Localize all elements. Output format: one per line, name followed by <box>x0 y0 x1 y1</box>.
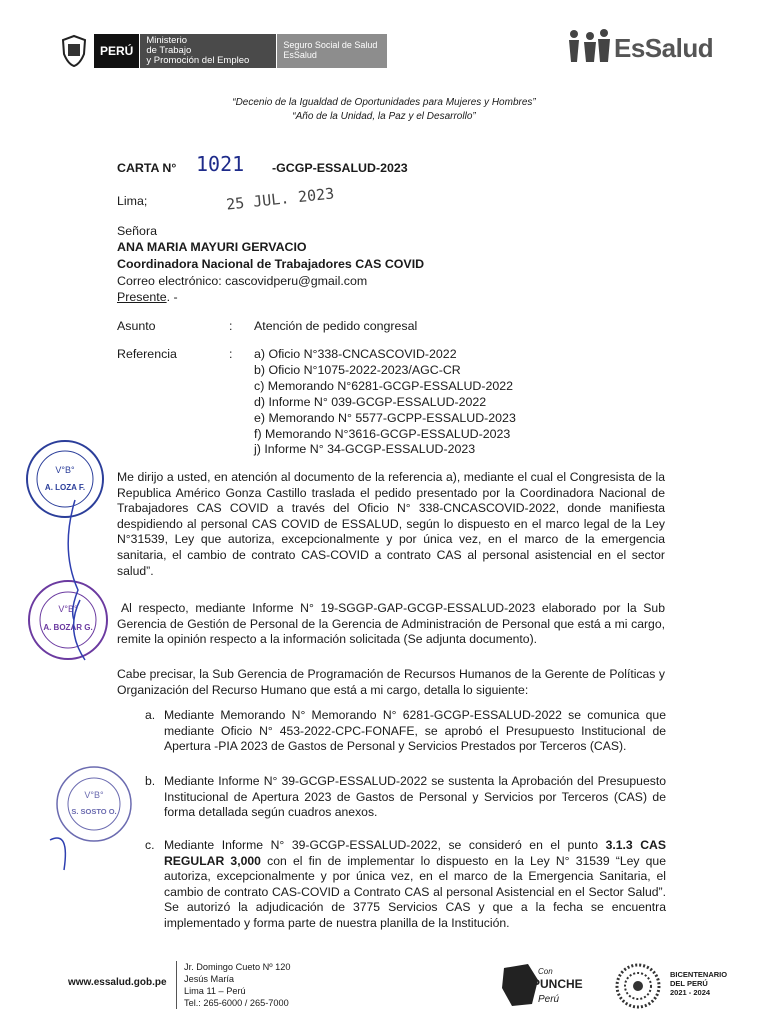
recipient-title: Coordinadora Nacional de Trabajadores CAS COVID <box>117 257 425 271</box>
list-item: j) Informe N° 34-GCGP-ESSALUD-2023 <box>254 442 476 457</box>
footer-url[interactable]: www.essalud.gob.pe <box>68 977 167 988</box>
essalud-family-icon <box>566 28 614 64</box>
date-stamp: 25 JUL. 2023 <box>225 184 336 214</box>
item-c-bullet: c. <box>145 838 155 852</box>
country-label: PERÚ <box>94 34 140 68</box>
svg-text:V°B°: V°B° <box>84 790 104 800</box>
paragraph-1: Me dirijo a usted, en atención al documento de la referencia a), mediante el cual el Congresista de la Republica Américo Gonza Castillo traslada el pedido presentado por la Coordinadora Nacional de Trabajadores CAS COVID a través del Oficio N° 338-CNCASCOVID-2022, donde manifiesta despidiendo al personal CAS COVID de ESSALUD, según lo dispuesto en el marco legal de la Ley N°31539, Ley que autoriza, excepcionalmente y por única vez, en el marco de la emergencia sanitaria, el cambio de contrato CAS-COVID a contrato CAS al personal asistencial en el sector salud”. <box>117 470 665 578</box>
item-a-text: Mediante Memorando N° Memorando N° 6281-GCGP-ESSALUD-2022 se comunica que mediante Oficio N° 453-2022-CPC-FONAFE, se aprobó el Presupuesto Institucional de Apertura -PIA 2023 de Gastos de Personal y Servicios Prestados por Terceros (CAS). <box>164 708 666 754</box>
asunto-value: Atención de pedido congresal <box>254 319 418 333</box>
bicentenario-emblem-icon <box>614 962 662 1010</box>
item-b-bullet: b. <box>145 774 156 788</box>
asunto-colon: : <box>229 319 233 333</box>
paragraph-3: Cabe precisar, la Sub Gerencia de Programación de Recursos Humanos de la Gerente de Políticas y Organización del Recurso Humano que está a mi cargo, detalla lo siguiente: <box>117 667 665 697</box>
list-item: f) Memorando N°3616-GCGP-ESSALUD-2023 <box>254 426 511 441</box>
ministry-label: Ministerio de Trabajo y Promoción del Empleo <box>140 34 277 68</box>
recipient-email: Correo electrónico: cascovidperu@gmail.com <box>117 274 368 288</box>
peru-shield-icon <box>60 34 88 68</box>
place: Lima; <box>117 194 148 208</box>
asunto-label: Asunto <box>117 319 156 333</box>
decenio-heading: “Decenio de la Igualdad de Oportunidades para Mujeres y Hombres” “Año de la Unidad, la Paz y el Desarrollo” <box>232 97 536 122</box>
item-c-text: Mediante Informe N° 39-GCGP-ESSALUD-2022, se consideró en el punto 3.1.3 CAS REGULAR 3,000 con el fin de implementar lo dispuesto en la Ley N° 31539 “Ley que autoriza, excepcionalmente y por única vez, en el marco de la Emergencia Sanitaria, el cambio de contrato CAS-COVID a Contrato CAS al personal Asistencial en el Sector Salud”. Se autorizó la adjudicación de 3775 Servicios CAS y que a la fecha se encuentra implementado y forma parte de nuestra planilla de la Institución. <box>164 838 666 930</box>
svg-text:PUNCHE: PUNCHE <box>532 977 583 991</box>
handwritten-initials <box>30 460 110 880</box>
svg-text:S. SOSTO O.: S. SOSTO O. <box>71 807 117 816</box>
paragraph-2: Al respecto, mediante Informe N° 19-SGGP-GAP-GCGP-ESSALUD-2023 elaborado por la Sub Gerencia de Gestión de Personal de la Gerencia de Administración de Personal que está a mi cargo, remite la opinión respecto a la información solicitada (Se adjunta documento). <box>117 601 665 647</box>
svg-text:V°B°: V°B° <box>58 604 78 614</box>
svg-text:A. LOZA F.: A. LOZA F. <box>44 483 86 492</box>
carta-label: CARTA N° <box>117 161 177 175</box>
footer-address: Jr. Domingo Cueto Nº 120 Jesús María Lima 11 – Perú Tel.: 265-6000 / 265-7000 <box>176 961 291 1009</box>
government-banner <box>94 34 387 68</box>
reference-list <box>254 347 516 458</box>
item-a-bullet: a. <box>145 708 156 722</box>
bicentenario-text: BICENTENARIO DEL PERÚ 2021 - 2024 <box>670 970 728 997</box>
svg-text:Perú: Perú <box>538 994 560 1005</box>
carta-number: 1021 <box>196 152 245 176</box>
con-punche-peru-logo <box>498 960 592 1010</box>
svg-text:A. BOZAR G.: A. BOZAR G. <box>43 623 93 632</box>
list-item: a) Oficio N°338-CNCASCOVID-2022 <box>254 347 457 361</box>
item-b-text: Mediante Informe N° 39-GCGP-ESSALUD-2022 se sustenta la Aprobación del Presupuesto Institucional de Apertura 2023 de Gastos de Personal y Servicios por Terceros (CAS) de forma detallada según cuadros anexos. <box>164 774 666 820</box>
list-item: d) Informe N° 039-GCGP-ESSALUD-2022 <box>254 394 487 409</box>
agency-label: Seguro Social de Salud EsSalud <box>277 34 387 68</box>
referencia-colon: : <box>229 347 233 361</box>
svg-text:Con: Con <box>538 967 553 976</box>
list-item: e) Memorando N° 5577-GCPP-ESSALUD-2023 <box>254 410 516 425</box>
presente: Presente. - <box>117 290 178 304</box>
salutation: Señora <box>117 224 157 238</box>
list-item: c) Memorando N°6281-GCGP-ESSALUD-2022 <box>254 378 514 393</box>
recipient-name: ANA MARIA MAYURI GERVACIO <box>117 240 307 254</box>
referencia-label: Referencia <box>117 347 177 361</box>
list-item: b) Oficio N°1075-2022-2023/AGC-CR <box>254 362 461 377</box>
essalud-logo: EsSalud <box>614 33 714 63</box>
carta-suffix: -GCGP-ESSALUD-2023 <box>272 161 408 175</box>
svg-text:V°B°: V°B° <box>55 465 75 475</box>
